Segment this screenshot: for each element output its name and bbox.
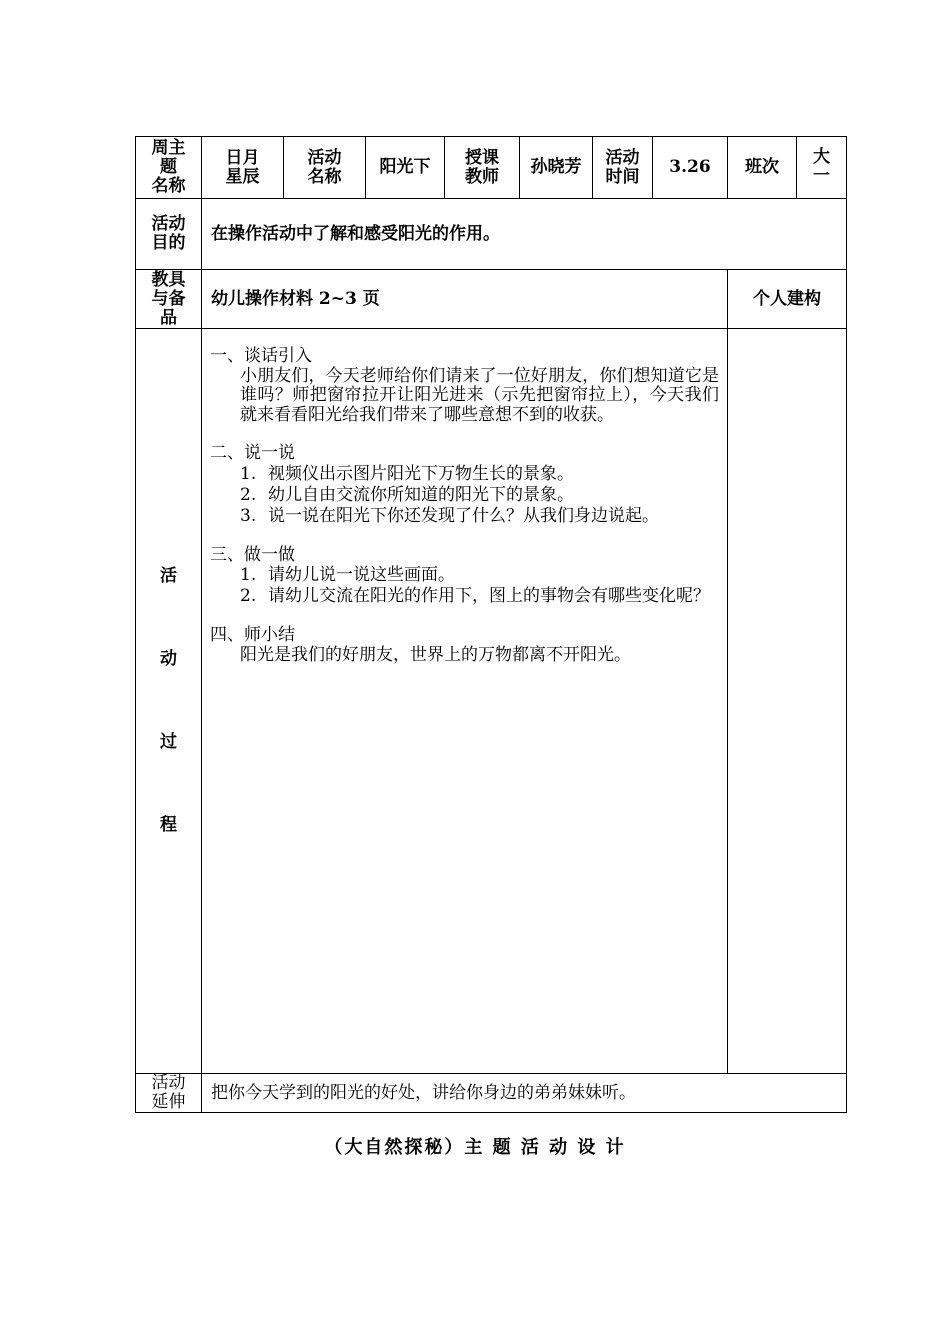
extension-label: 活动 延伸 <box>136 1074 202 1113</box>
goal-label: 活动 目的 <box>136 199 202 270</box>
teacher-value: 孙晓芳 <box>520 137 593 199</box>
list-item: 2. 幼儿自由交流你所知道的阳光下的景象。 <box>240 484 574 505</box>
goal-row <box>136 199 847 270</box>
section-title: 三、做一做 <box>210 544 295 565</box>
goal-text: 在操作活动中了解和感受阳光的作用。 <box>202 199 847 270</box>
activity-time-label: 活动 时间 <box>593 137 653 199</box>
date-label: 日月 星辰 <box>202 137 284 199</box>
process-content <box>202 329 728 1074</box>
section-paragraph: 小朋友们，今天老师给你们请来了一位好朋友，你们想知道它是谁吗？师把窗帘拉开让阳光进来（示先把窗帘拉上），今天我们就来看看阳光给我们带来了哪些意想不到的收获。 <box>240 365 719 425</box>
section-title: 四、师小结 <box>210 625 295 645</box>
step-list <box>210 464 719 527</box>
personal-construction-label: 个人建构 <box>728 270 847 329</box>
list-item: 3. 说一说在阳光下你还发现了什么？从我们身边说起。 <box>240 505 659 526</box>
step-list <box>210 565 719 607</box>
section-title: 一、谈话引入 <box>210 346 312 366</box>
materials-text: 幼儿操作材料 2~3 页 <box>202 270 728 329</box>
list-item: 2. 请幼儿交流在阳光的作用下，图上的事物会有哪些变化呢？ <box>240 586 710 606</box>
extension-text: 把你今天学到的阳光的好处，讲给你身边的弟弟妹妹听。 <box>202 1074 847 1113</box>
activity-time-value: 3.26 <box>653 137 728 199</box>
list-item: 1. 视频仪出示图片阳光下万物生长的景象。 <box>240 463 574 484</box>
materials-label: 教具 与备 品 <box>136 270 202 329</box>
theme-name: 大自然探秘 <box>344 1137 445 1158</box>
class-value: 大 一 <box>797 137 847 199</box>
activity-name-value: 阳光下 <box>366 137 445 199</box>
personal-construction-cell <box>728 329 847 1074</box>
week-theme-label: 周主 题 名称 <box>136 137 202 199</box>
process-label: 活 动 过 程 <box>136 329 202 1074</box>
page-title: （大自然探秘）主 题 活 动 设 计 <box>324 1137 626 1158</box>
class-label: 班次 <box>728 137 797 199</box>
list-item: 1. 请幼儿说一说这些画面。 <box>240 565 455 585</box>
process-row <box>136 329 847 1074</box>
header-row <box>136 137 847 199</box>
activity-name-label: 活动 名称 <box>284 137 366 199</box>
lesson-plan-table <box>135 136 847 1113</box>
teacher-label: 授课 教师 <box>445 137 520 199</box>
extension-row <box>136 1074 847 1113</box>
section-title: 二、说一说 <box>210 443 295 463</box>
section-paragraph: 阳光是我们的好朋友，世界上的万物都离不开阳光。 <box>240 644 631 665</box>
materials-row <box>136 270 847 329</box>
